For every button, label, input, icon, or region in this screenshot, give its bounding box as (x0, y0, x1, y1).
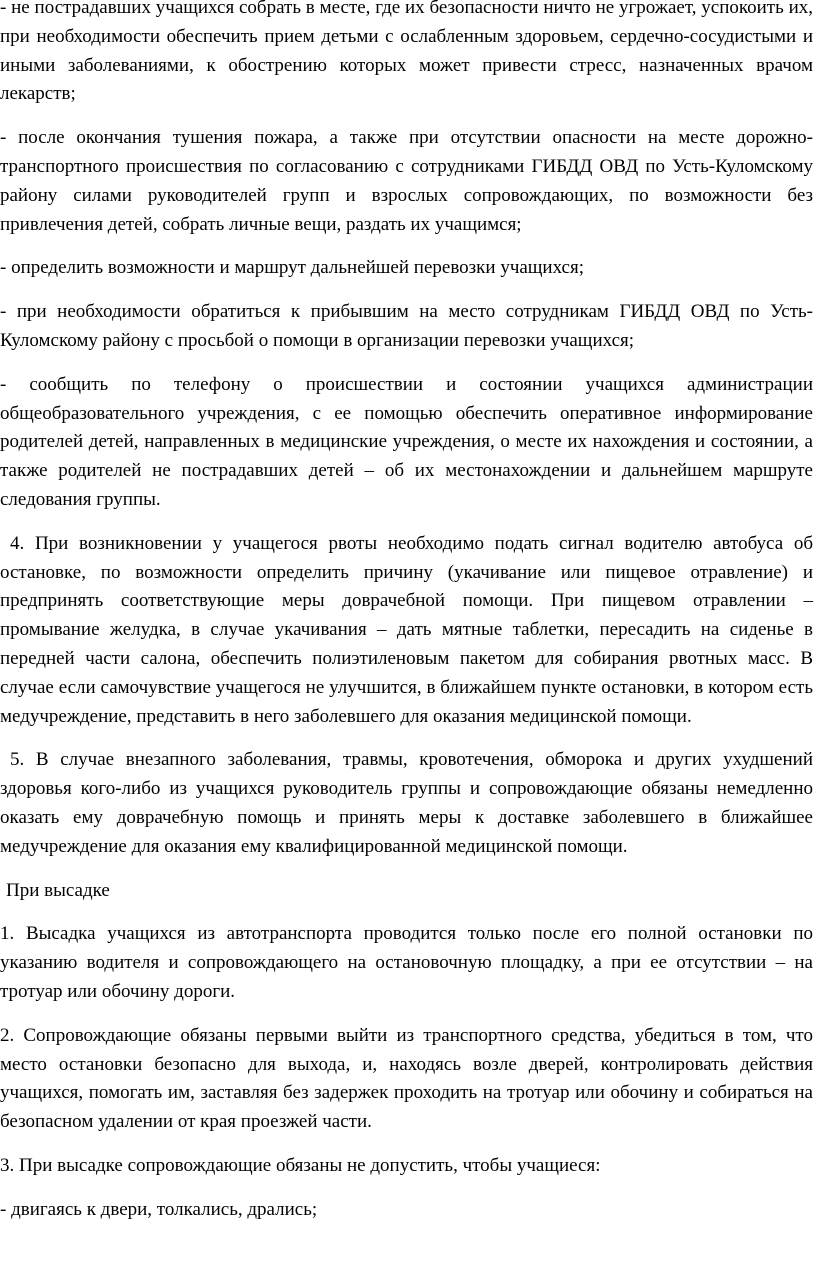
paragraph-bullet-pushing-fighting: - двигаясь к двери, толкались, дрались; (0, 1198, 318, 1220)
paragraph-bullet-collect-belongings: - после окончания тушения пожара, а также при отсутствии опасности на месте дорожно-транспортного происшествия по согласованию с сотрудниками ГИБДД ОВД по Усть-Куломскому району силами руководителей групп и взрослых сопровождающих, по возможности без привлечения детей, собрать личные вещи, раздать их учащимся; (0, 127, 813, 235)
paragraph-disembark-1: 1. Высадка учащихся из автотранспорта проводится только после его полной остановки по указанию водителя и сопровождающего на остановочную площадку, а при ее отсутствии – на тротуар или обочину дороги. (0, 923, 813, 1002)
paragraph-bullet-request-police-help: - при необходимости обратиться к прибывшим на место сотрудникам ГИБДД ОВД по Усть-Куломскому району с просьбой о помощи в организации перевозки учащихся; (0, 301, 813, 351)
section-heading-disembarking: При высадке (6, 879, 110, 901)
paragraph-disembark-3: 3. При высадке сопровождающие обязаны не допустить, чтобы учащиеся: (0, 1154, 601, 1176)
paragraph-bullet-gather-uninjured: - не пострадавших учащихся собрать в месте, где их безопасности ничто не угрожает, успокоить их, при необходимости обеспечить прием детьми с ослабленным здоровьем, сердечно-сосудистыми и иными заболеваниями, к обострению которых может привести стресс, назначенных врачом лекарств; (0, 0, 813, 105)
paragraph-bullet-define-route: - определить возможности и маршрут дальнейшей перевозки учащихся; (0, 257, 585, 279)
paragraph-bullet-report-incident: - сообщить по телефону о происшествии и состоянии учащихся администрации общеобразовательного учреждения, с ее помощью обеспечить оперативное информирование родителей детей, направленных в медицинские учреждения, о месте их нахождения и состоянии, а также родителей не пострадавших детей – об их местонахождении и дальнейшем маршруте следования группы. (0, 373, 813, 510)
paragraph-disembark-2: 2. Сопровождающие обязаны первыми выйти из транспортного средства, убедиться в том, что место остановки безопасно для выхода, и, находясь возле дверей, контролировать действия учащихся, помогать им, заставляя без задержек проходить на тротуар или обочину и собираться на безопасном удалении от края проезжей части. (0, 1024, 813, 1133)
paragraph-item-4-vomiting: 4. При возникновении у учащегося рвоты необходимо подать сигнал водителю автобуса об остановке, по возможности определить причину (укачивание или пищевое отравление) и предпринять соответствующие меры доврачебной помощи. При пищевом отравлении – промывание желудка, в случае укачивания – дать мятные таблетки, пересадить на сиденье в передней части салона, обеспечить полиэтиленовым пакетом для собирания рвотных масс. В случае если самочувствие учащегося не улучшится, в ближайшем пункте остановки, в котором есть медучреждение, представить в него заболевшего для оказания медицинской помощи. (0, 532, 813, 727)
paragraph-item-5-illness: 5. В случае внезапного заболевания, травмы, кровотечения, обморока и других ухудшений здоровья кого-либо из учащихся руководитель группы и сопровождающие обязаны немедленно оказать ему доврачебную помощь и принять меры к доставке заболевшего в ближайшее медучреждение для оказания ему квалифицированной медицинской помощи. (0, 749, 813, 857)
